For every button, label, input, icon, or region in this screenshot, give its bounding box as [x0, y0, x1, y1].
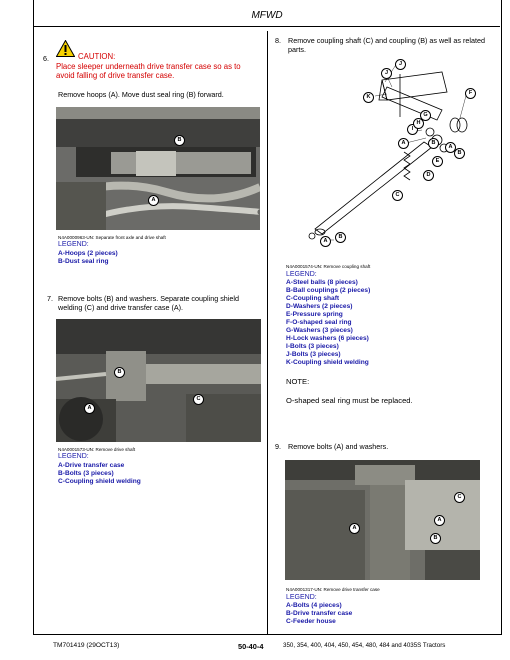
step9-number: 9.: [275, 442, 281, 451]
footer-models: 350, 354, 400, 404, 450, 454, 480, 484 and 4035S Tractors: [283, 642, 446, 649]
legend-item: A-Steel balls (8 pieces): [286, 279, 358, 286]
callout: B: [335, 232, 346, 243]
callout: B: [430, 533, 441, 544]
legend-title: LEGEND:: [58, 453, 89, 460]
callout: A: [84, 403, 95, 414]
legend-item: A-Drive transfer case: [58, 462, 125, 469]
caution-text-1: Place sleeper underneath drive transfer case so as to: [56, 62, 241, 71]
figure-caption: N4A0001317-UN: Remove drive transfer case: [286, 587, 380, 592]
figure-caption: N4A0001573-UN: Remove drive shaft: [58, 447, 136, 452]
figure-drive-shaft-photo: [56, 319, 261, 442]
step7-instruction-1: Remove bolts (B) and washers. Separate coupling shield: [58, 294, 239, 303]
legend-item: B-Dust seal ring: [58, 258, 109, 265]
legend-item: J-Bolts (3 pieces): [286, 351, 341, 358]
callout: B: [428, 138, 439, 149]
legend-item: B-Drive transfer case: [286, 610, 353, 617]
step7-number: 7.: [47, 294, 53, 303]
callout: J: [395, 59, 406, 70]
legend-item: A-Bolts (4 pieces): [286, 602, 342, 609]
callout: C: [454, 492, 465, 503]
legend-item: E-Pressure spring: [286, 311, 343, 318]
footer-page-number: 50-40-4: [238, 642, 264, 651]
legend-item: F-O-shaped seal ring: [286, 319, 352, 326]
callout: B: [454, 148, 465, 159]
callout: G: [420, 110, 431, 121]
callout: C: [392, 190, 403, 201]
figure-caption: N4A0000963-UN: Separate front axle and drive shaft: [58, 235, 166, 240]
callout: A: [349, 523, 360, 534]
step6-number: 6.: [43, 54, 49, 63]
legend-item: B-Bolts (3 pieces): [58, 470, 114, 477]
step8-instruction-2: parts.: [288, 45, 306, 54]
callout: A: [148, 195, 159, 206]
caution-text-2: avoid falling of drive transfer case.: [56, 71, 175, 80]
warning-icon: [56, 40, 75, 62]
legend-item: K-Coupling shield welding: [286, 359, 369, 366]
legend-title: LEGEND:: [286, 271, 317, 278]
legend-item: D-Washers (2 pieces): [286, 303, 353, 310]
note-text: O-shaped seal ring must be replaced.: [286, 396, 413, 405]
callout: B: [174, 135, 185, 146]
legend-title: LEGEND:: [58, 241, 89, 248]
callout: A: [320, 236, 331, 247]
callout: K: [363, 92, 374, 103]
legend-item: H-Lock washers (6 pieces): [286, 335, 369, 342]
footer-doc-id: TM701419 (29OCT13): [53, 642, 120, 649]
legend-item: C-Coupling shaft: [286, 295, 340, 302]
callout: E: [432, 156, 443, 167]
callout: A: [445, 142, 456, 153]
callout: A: [398, 138, 409, 149]
legend-item: B-Ball couplings (2 pieces): [286, 287, 371, 294]
figure-transfer-case-photo: [285, 460, 480, 580]
callout: H: [413, 118, 424, 129]
caution-title: CAUTION:: [78, 52, 116, 61]
legend-item: I-Bolts (3 pieces): [286, 343, 339, 350]
step8-number: 8.: [275, 36, 281, 45]
header-rule: [34, 26, 500, 27]
legend-item: C-Feeder house: [286, 618, 336, 625]
legend-item: G-Washers (3 pieces): [286, 327, 353, 334]
legend-item: A-Hoops (2 pieces): [58, 250, 118, 257]
figure-caption: N4A0001574-UN: Remove coupling shaft: [286, 264, 371, 269]
legend-item: C-Coupling shield welding: [58, 478, 141, 485]
callout: I: [407, 124, 418, 135]
step6-instruction: Remove hoops (A). Move dust seal ring (B) forward.: [58, 90, 224, 99]
step7-instruction-2: welding (C) and drive transfer case (A).: [58, 303, 184, 312]
callout: C: [193, 394, 204, 405]
callout: F: [465, 88, 476, 99]
note-title: NOTE:: [286, 377, 310, 386]
step9-instruction: Remove bolts (A) and washers.: [288, 442, 389, 451]
column-divider: [267, 31, 268, 634]
figure-exploded-diagram: [282, 52, 482, 262]
callout: D: [423, 170, 434, 181]
callout: B: [114, 367, 125, 378]
callout: J: [381, 68, 392, 79]
callout: A: [434, 515, 445, 526]
figure-front-axle-photo: [56, 107, 260, 230]
header-title: MFWD: [251, 10, 283, 21]
step8-instruction-1: Remove coupling shaft (C) and coupling (B) as well as related: [288, 36, 485, 45]
legend-title: LEGEND:: [286, 594, 317, 601]
